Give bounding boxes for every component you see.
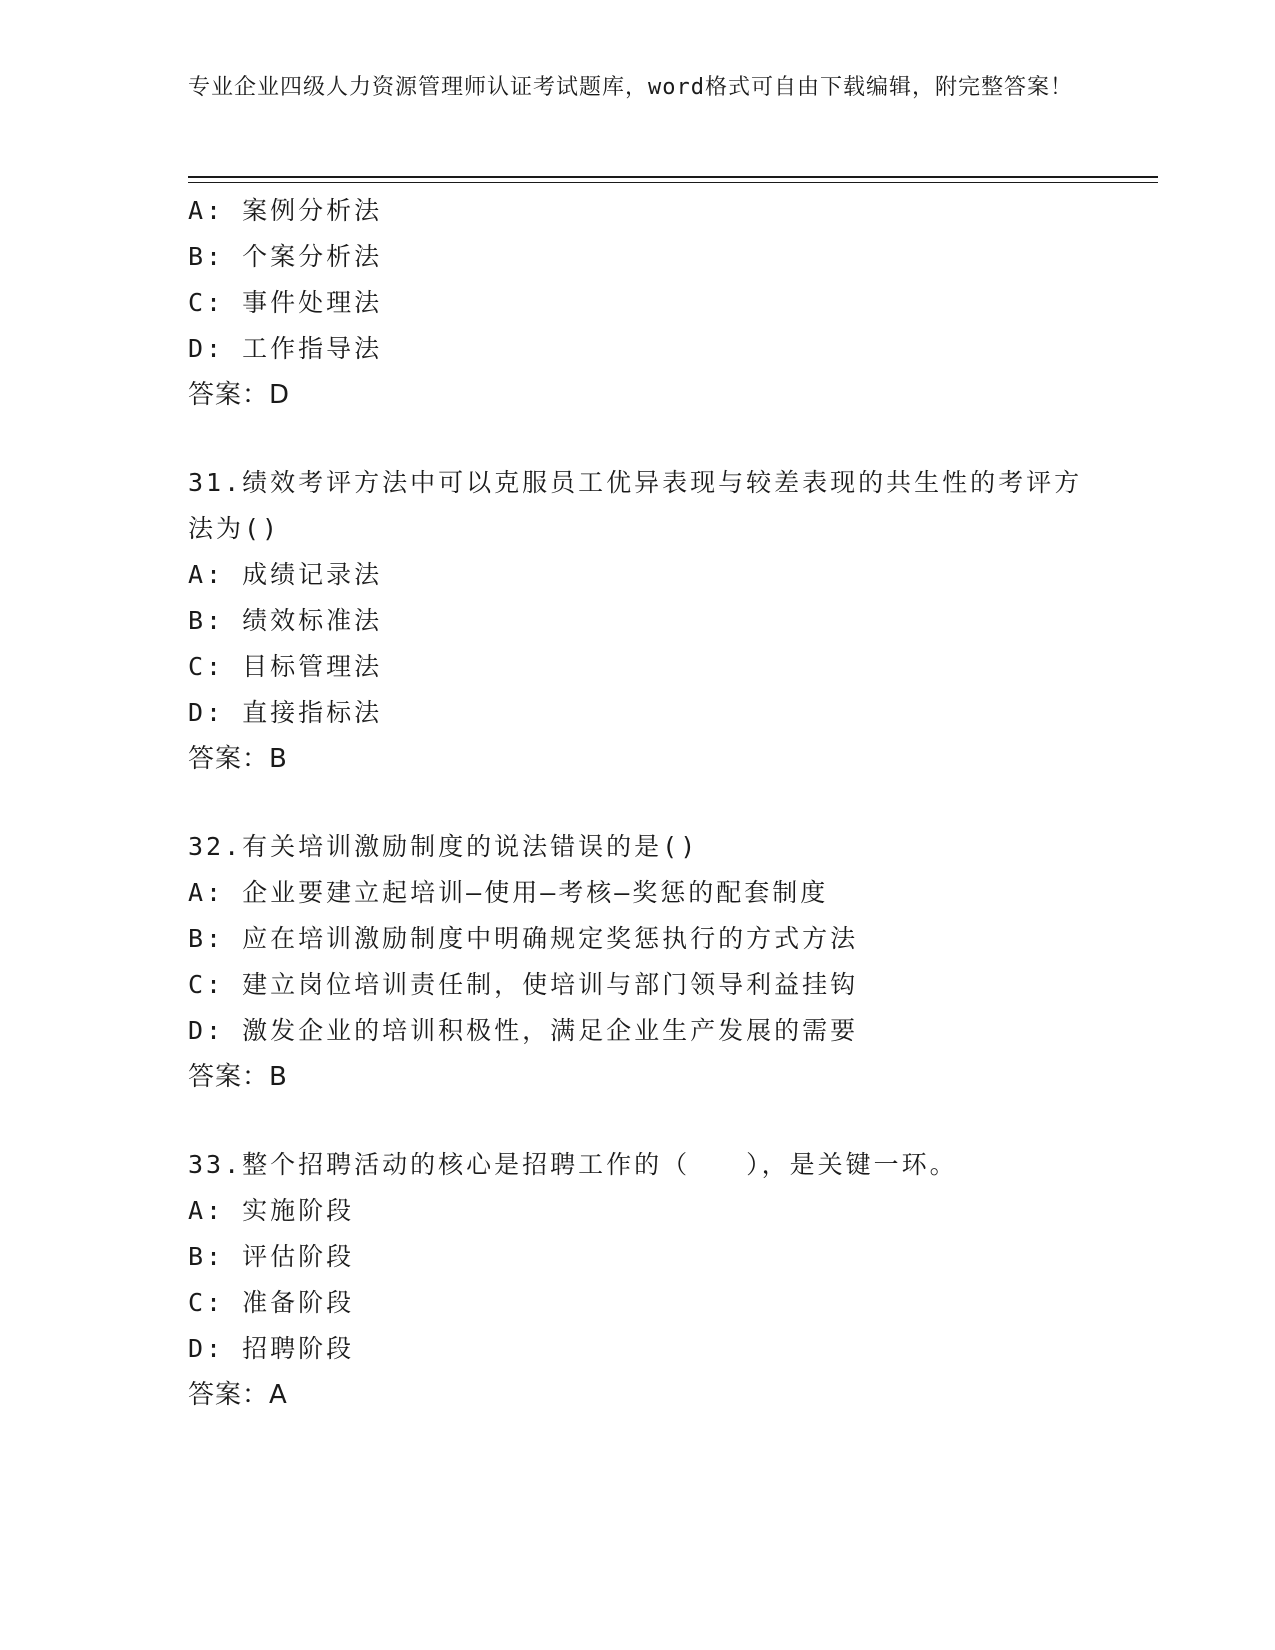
answer-line: 答案：D xyxy=(188,380,291,410)
option-d: D: 工作指导法 xyxy=(188,334,383,363)
question-title: 31.绩效考评方法中可以克服员工优异表现与较差表现的共生性的考评方法为() xyxy=(188,468,1083,543)
option-d: D: 直接指标法 xyxy=(188,698,383,727)
header-divider-thick xyxy=(188,176,1158,178)
option-a: A: 成绩记录法 xyxy=(188,560,383,589)
option-c: C: 事件处理法 xyxy=(188,288,383,317)
option-c: C: 建立岗位培训责任制，使培训与部门领导利益挂钩 xyxy=(188,970,859,999)
option-c: C: 目标管理法 xyxy=(188,652,383,681)
previous-question-options xyxy=(188,188,1148,418)
answer-line: 答案：A xyxy=(188,1380,288,1410)
document-header: 专业企业四级人力资源管理师认证考试题库，word格式可自由下载编辑，附完整答案！ xyxy=(188,75,1073,100)
question-title: 33.整个招聘活动的核心是招聘工作的（ ），是关键一环。 xyxy=(188,1150,958,1179)
option-d: D: 激发企业的培训积极性，满足企业生产发展的需要 xyxy=(188,1016,859,1045)
question-title: 32.有关培训激励制度的说法错误的是() xyxy=(188,832,699,861)
option-a: A: 企业要建立起培训—使用—考核—奖惩的配套制度 xyxy=(188,878,829,907)
question-content xyxy=(188,188,1148,1418)
question-33 xyxy=(188,1142,1148,1418)
answer-line: 答案：B xyxy=(188,744,288,774)
option-b: B: 个案分析法 xyxy=(188,242,383,271)
question-31 xyxy=(188,460,1148,782)
answer-line: 答案：B xyxy=(188,1062,288,1092)
question-32 xyxy=(188,824,1148,1100)
option-a: A: 案例分析法 xyxy=(188,196,383,225)
option-d: D: 招聘阶段 xyxy=(188,1334,355,1363)
option-c: C: 准备阶段 xyxy=(188,1288,355,1317)
option-b: B: 应在培训激励制度中明确规定奖惩执行的方式方法 xyxy=(188,924,859,953)
option-b: B: 评估阶段 xyxy=(188,1242,355,1271)
header-divider-thin xyxy=(188,182,1158,183)
option-a: A: 实施阶段 xyxy=(188,1196,355,1225)
option-b: B: 绩效标准法 xyxy=(188,606,383,635)
